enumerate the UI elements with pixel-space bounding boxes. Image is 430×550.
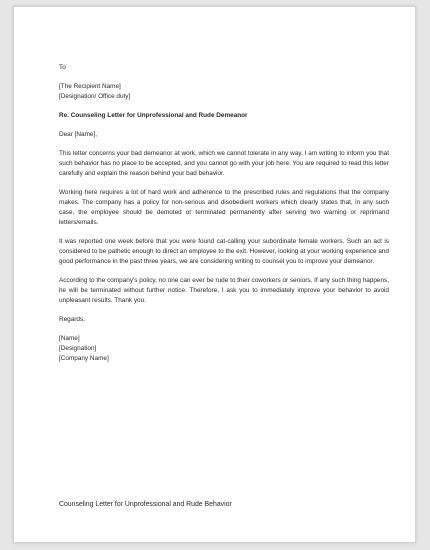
closing: Regards, [59,315,85,323]
to-label: To [59,64,66,71]
sender-name: [Name] [59,335,80,343]
paragraph-2: Working here requires a lot of hard work and adherence to the prescribed rules and regulations that the company makes. The company has a policy for non-serious and disobedient workers which clearly states that, in any such case, the employee should be demoted or terminated permanently after serving two warning or reprimand letters/emails. [59,189,389,226]
paragraph-4: According to the company's policy, no one can ever be rude to their coworkers or seniors. If any such thing happens, he will be terminated without further notice. Therefore, I ask you to immediately improve your behavior to avoid unpleasant results. Thank you. [59,276,389,304]
paragraph-3: It was reported one week before that you were found cat-calling your subordinate female workers. Such an act is considered to be pathetic enough to direct an employee to the exit. However, looking at your working experience and good performance in the past three years, we are considering writing to counsel you to improve your demeanor. [59,238,389,265]
salutation: Dear [Name], [59,131,98,139]
recipient-name: [The Recipient Name] [59,82,121,90]
paragraph-1: This letter concerns your bad demeanor at work, which we cannot tolerate in any way. I am writing to inform you that such behavior has no place to be accepted, and you cannot go with your job here. You are required to read this letter carefully and explain the reason behind your bad behavior. [59,150,389,178]
document-page [13,6,416,543]
letter-body [59,63,389,364]
sender-company: [Company Name] [59,354,109,362]
footer-caption: Counseling Letter for Unprofessional and Rude Behavior [59,501,232,508]
sender-designation: [Designation] [59,344,97,352]
subject-line: Re. Counseling Letter for Unprofessional and Rude Demeanor [59,111,248,119]
recipient-designation: [Designation/ Office duty] [59,92,131,100]
